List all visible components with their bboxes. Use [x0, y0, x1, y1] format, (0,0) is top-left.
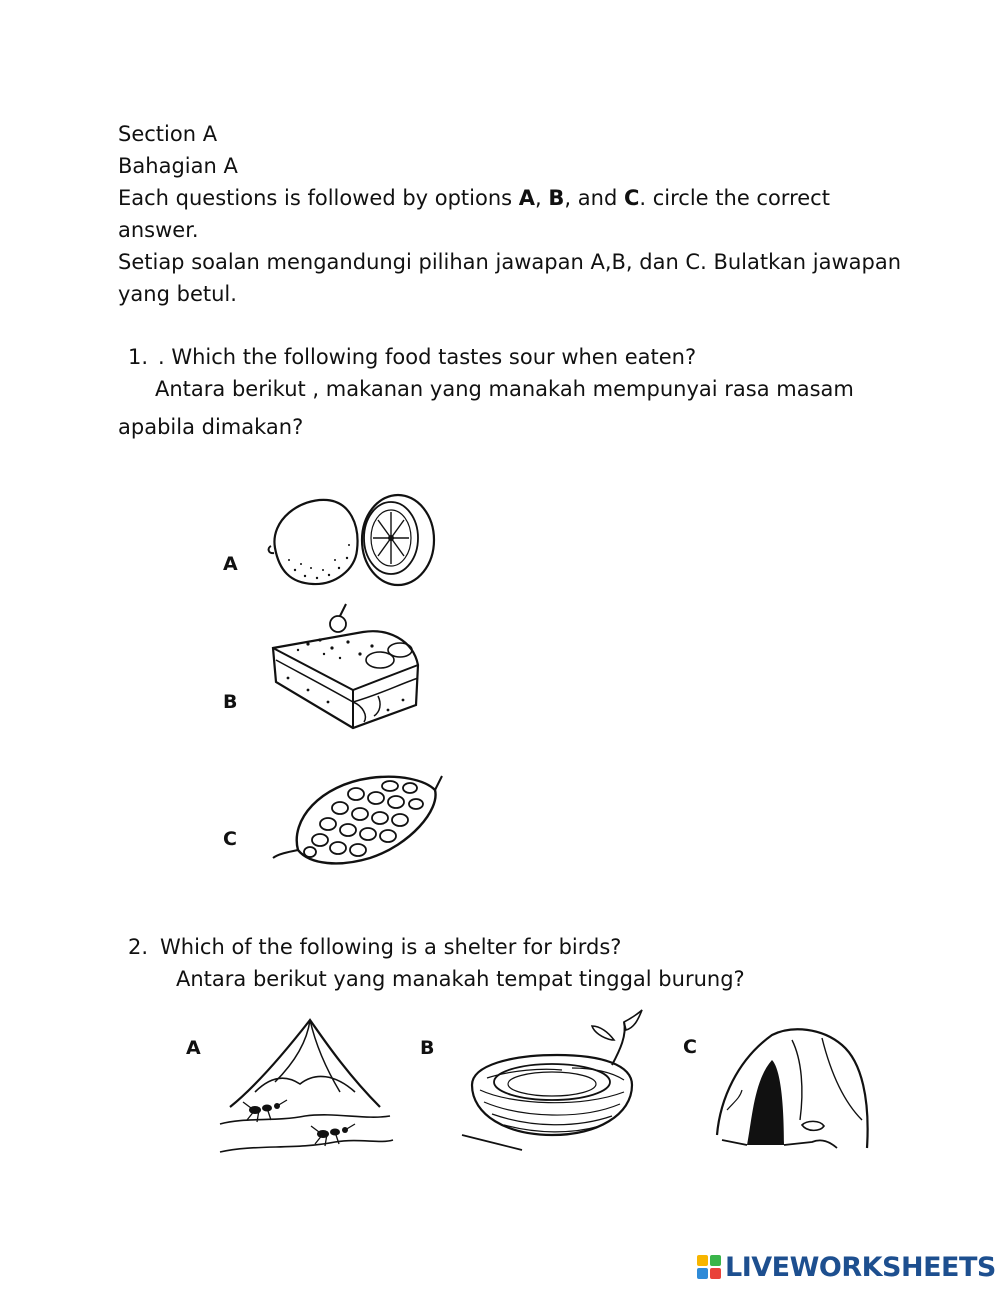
logo-block	[710, 1255, 721, 1266]
question-1-text-en: . Which the following food tastes sour when eaten?	[158, 345, 697, 369]
q1-option-c-letter[interactable]: C	[223, 828, 237, 850]
q2-option-b-letter[interactable]: B	[420, 1037, 435, 1059]
logo-text: LIVEWORKSHEETS	[725, 1251, 996, 1283]
instruction-en-line2: answer.	[118, 218, 199, 242]
question-1-text-ms-line2: apabila dimakan?	[118, 415, 304, 439]
instruction-ms-line1: Setiap soalan mengandungi pilihan jawapan A,B, dan C. Bulatkan jawapan	[118, 250, 901, 274]
cake-slice-icon[interactable]	[268, 610, 428, 740]
instruction-en-text: . circle the correct	[639, 186, 830, 210]
logo-block	[697, 1268, 708, 1279]
q2-option-c-letter[interactable]: C	[683, 1036, 697, 1058]
question-2-text-en: Which of the following is a shelter for birds?	[160, 935, 622, 959]
bird-nest-icon[interactable]	[462, 1010, 652, 1160]
instruction-letter-b: B	[548, 186, 565, 210]
question-2-text-ms: Antara berikut yang manakah tempat tinggal burung?	[176, 967, 745, 991]
instruction-sep: ,	[535, 186, 549, 210]
instruction-letter-c: C	[623, 186, 640, 210]
logo-block	[710, 1268, 721, 1279]
question-2-number: 2.	[128, 935, 149, 959]
q2-option-a-letter[interactable]: A	[186, 1037, 201, 1059]
bitter-gourd-icon[interactable]	[270, 770, 445, 870]
liveworksheets-logo	[697, 1252, 996, 1282]
lemon-icon[interactable]	[265, 490, 445, 590]
instruction-en-text: Each questions is followed by options	[118, 186, 519, 210]
logo-blocks-icon	[697, 1255, 721, 1279]
q1-option-b-letter[interactable]: B	[223, 691, 238, 713]
question-1-text-ms: Antara berikut , makanan yang manakah mempunyai rasa masam	[155, 377, 854, 401]
anthill-icon[interactable]	[215, 1012, 395, 1162]
q1-option-a-letter[interactable]: A	[223, 553, 238, 575]
instruction-ms-line2: yang betul.	[118, 282, 237, 306]
section-title-en: Section A	[118, 122, 218, 146]
instruction-en	[118, 182, 830, 214]
instruction-sep: , and	[564, 186, 624, 210]
section-title-ms: Bahagian A	[118, 154, 238, 178]
instruction-letter-a: A	[518, 186, 536, 210]
question-1-number: 1.	[128, 345, 149, 369]
cave-icon[interactable]	[712, 1020, 872, 1155]
logo-block	[697, 1255, 708, 1266]
